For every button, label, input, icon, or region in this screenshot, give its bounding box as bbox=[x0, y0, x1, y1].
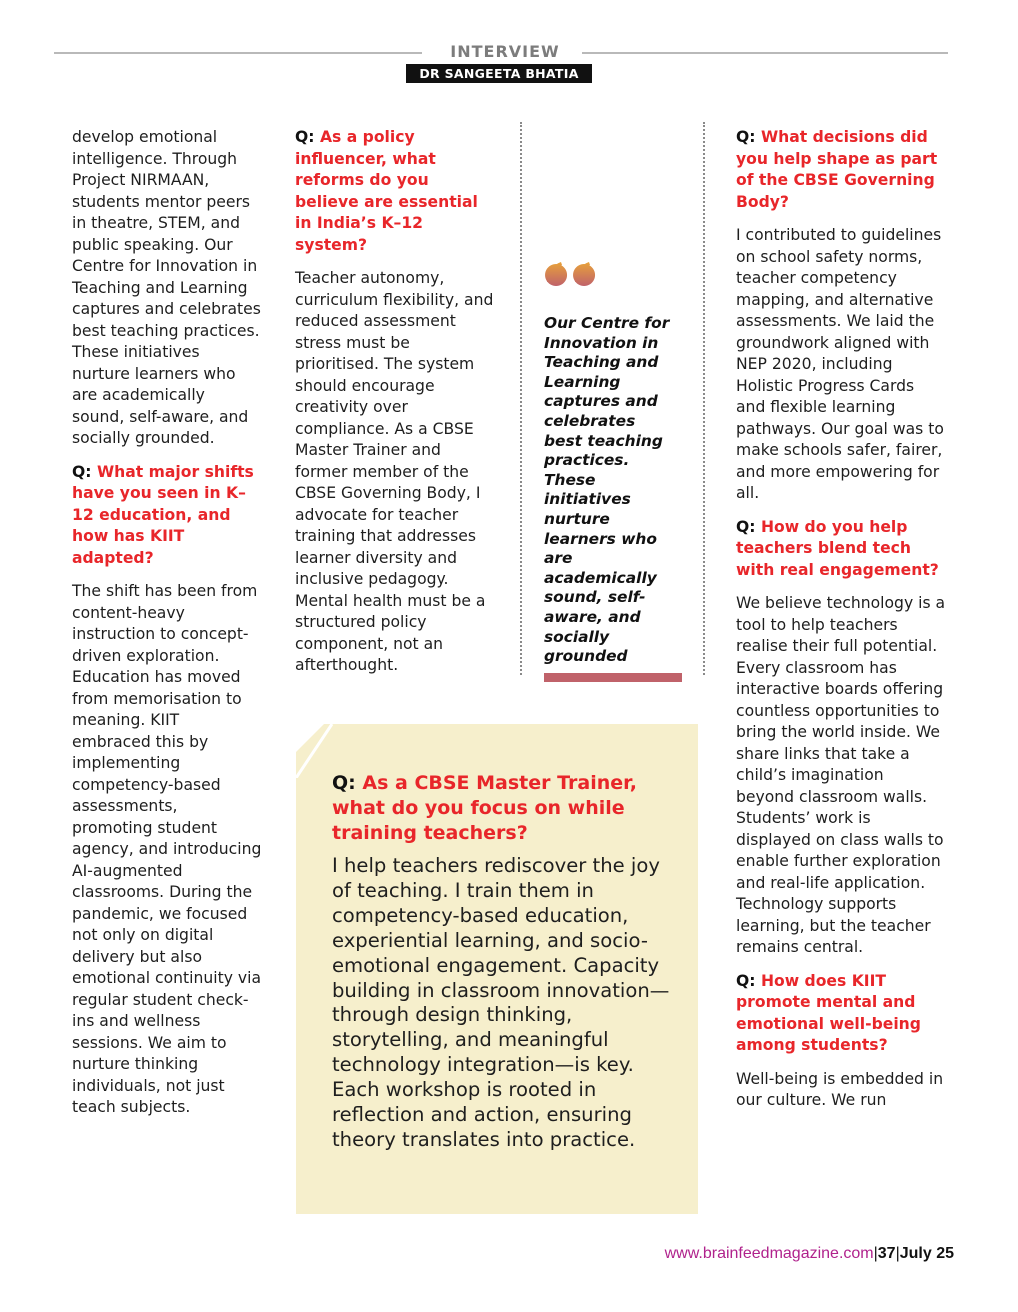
column-1 bbox=[72, 127, 262, 1131]
column-1-paragraph: develop emotional intelligence. Through Project NIRMAAN, students mentor peers in theatre, STEM, and public speaking. Our Centre for Innovation in Teaching and Learning captures and celebrates best teaching practices. These initiatives nurture learners who are academically sound, self-aware, and socially grounded. bbox=[72, 128, 261, 447]
question-text: As a policy influencer, what reforms do you believe are essential in India’s K–12 system? bbox=[295, 128, 478, 254]
page-number: 37 bbox=[877, 1245, 896, 1262]
footer-url-link[interactable]: www.brainfeedmagazine.com bbox=[664, 1245, 874, 1262]
answer-paragraph: I contributed to guidelines on school safety norms, teacher competency mapping, and alternative assessments. We laid the groundwork aligned with NEP 2020, including Holistic Progress Cards and flexible learning pathways. Our goal was to make schools safer, fairer, and more empowering for all. bbox=[736, 226, 944, 502]
question-heading bbox=[736, 127, 946, 213]
answer-paragraph: We believe technology is a tool to help teachers realise their full potential. Every classroom has interactive boards offering countless opportunities to bring the world inside. We share links that take a child’s imagination beyond classroom walls. Students’ work is displayed on class walls to enable further exploration and real-life application. Technology supports learning, but the teacher remains central. bbox=[736, 594, 946, 956]
column-4 bbox=[736, 127, 946, 1124]
interviewee-name-label: DR SANGEETA BHATIA bbox=[406, 64, 592, 83]
quote-icon bbox=[544, 260, 600, 302]
pull-quote-text: Our Centre for Innovation in Teaching and Learning captures and celebrates best teaching practices. These initiatives nurture learners who are academically sound, self-aware, and socially grounded bbox=[544, 314, 670, 666]
issue-date: July 25 bbox=[899, 1245, 954, 1262]
footer-separator: | bbox=[895, 1245, 900, 1262]
question-heading bbox=[736, 971, 946, 1057]
callout-question bbox=[332, 771, 672, 846]
question-prefix: Q: bbox=[736, 128, 756, 146]
question-prefix: Q: bbox=[736, 971, 756, 990]
question-heading bbox=[72, 462, 262, 570]
question-prefix: Q: bbox=[332, 772, 356, 794]
section-kicker: INTERVIEW bbox=[450, 42, 560, 61]
column-divider-left bbox=[520, 122, 522, 675]
footer-separator: | bbox=[873, 1245, 878, 1262]
question-text: How does KIIT promote mental and emotional well-being among students? bbox=[736, 971, 921, 1054]
question-heading bbox=[736, 517, 946, 582]
answer-paragraph: The shift has been from content-heavy instruction to concept-driven exploration. Education has moved from memorisation to meaning. KIIT embraced this by implementing competency-based assessments, promoting student agency, and introducing AI-augmented classrooms. During the pandemic, we focused not only on digital delivery but also emotional continuity via regular student check-ins and wellness sessions. We aim to nurture thinking individuals, not just teach subjects. bbox=[72, 582, 262, 1116]
answer-paragraph: Teacher autonomy, curriculum flexibility, and reduced assessment stress must be prioritised. The system should encourage creativity over compliance. As a CBSE Master Trainer and former member of the CBSE Governing Body, I advocate for teacher training that addresses learner diversity and inclusive pedagogy. Mental health must be a structured policy component, not an afterthought. bbox=[295, 269, 494, 674]
column-divider-right bbox=[703, 122, 705, 675]
header-rule-left bbox=[54, 52, 422, 54]
header-rule-right bbox=[582, 52, 948, 54]
question-text: How do you help teachers blend tech with real engagement? bbox=[736, 517, 939, 579]
question-heading bbox=[295, 127, 495, 256]
pull-quote-bar bbox=[544, 673, 682, 682]
column-2 bbox=[295, 127, 495, 689]
answer-paragraph: Well-being is embedded in our culture. We run bbox=[736, 1069, 944, 1109]
question-prefix: Q: bbox=[736, 517, 756, 536]
page-footer bbox=[665, 1245, 954, 1263]
callout-corner-decoration bbox=[296, 724, 350, 778]
question-prefix: Q: bbox=[295, 128, 315, 146]
callout-answer: I help teachers rediscover the joy of teaching. I train them in competency-based education, experiential learning, and socio-emotional engagement. Capacity building in classroom innovation—through design thinking, storytelling, and meaningful technology integration—is key. Each workshop is rooted in reflection and action, ensuring theory translates into practice. bbox=[332, 854, 670, 1151]
question-text: What major shifts have you seen in K–12 education, and how has KIIT adapted? bbox=[72, 462, 254, 567]
question-text: As a CBSE Master Trainer, what do you focus on while training teachers? bbox=[332, 772, 637, 844]
question-prefix: Q: bbox=[72, 462, 92, 481]
question-text: What decisions did you help shape as part of the CBSE Governing Body? bbox=[736, 128, 938, 211]
